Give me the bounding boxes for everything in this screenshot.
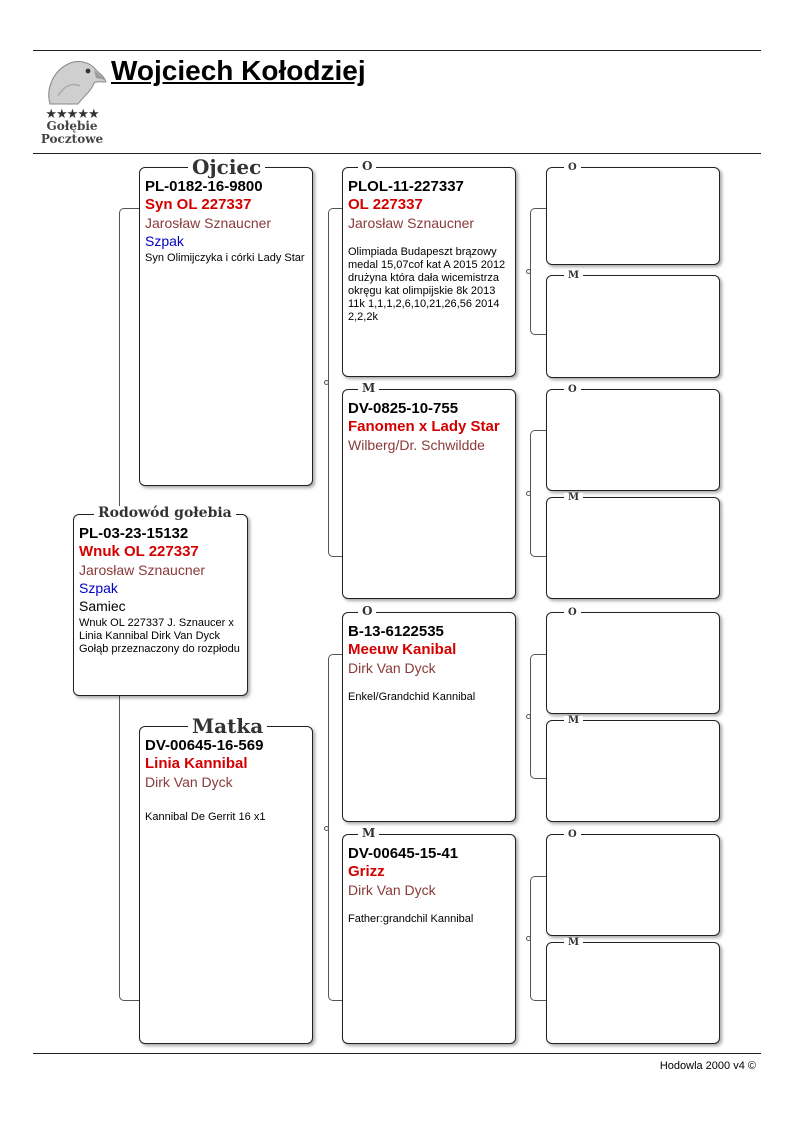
connector-node [526, 936, 531, 941]
mm-name: Grizz [348, 863, 385, 880]
mmf-label: O [564, 830, 581, 840]
logo [36, 56, 108, 148]
mff-card [546, 612, 720, 714]
mf-card [342, 612, 516, 822]
fff-label: O [564, 163, 581, 173]
mff-label: O [564, 608, 581, 618]
fmf-label: O [564, 385, 581, 395]
subject-note: Wnuk OL 227337 J. Sznaucer x Linia Kannibal Dirk Van Dyck Gołąb przeznaczony do rozpłodu [79, 617, 240, 655]
fmf-card [546, 389, 720, 491]
mf-note: Enkel/Grandchid Kannibal [348, 691, 476, 703]
footer-rule [33, 1053, 761, 1054]
subject-label: Rodowód gołebia [94, 506, 236, 520]
subject-name: Wnuk OL 227337 [79, 543, 199, 560]
logo-line-1: Gołębie [46, 119, 98, 133]
subject-color: Szpak [79, 580, 118, 596]
fm-name: Fanomen x Lady Star [348, 418, 500, 435]
fm-card [342, 389, 516, 599]
subject-breeder: Jarosław Sznaucner [79, 562, 206, 578]
father-ring: PL-0182-16-9800 [145, 178, 263, 195]
ff-ring: PLOL-11-227337 [348, 178, 464, 195]
mother-card [139, 726, 313, 1044]
fmm-card [546, 497, 720, 599]
connector-mf-parents [530, 654, 546, 779]
mmm-card [546, 942, 720, 1044]
father-breeder: Jarosław Sznaucner [145, 215, 272, 231]
ff-note: Olimpiada Budapeszt brązowy medal 15,07cof kat A 2015 2012 drużyna która dała wicemistrza okręgu kat olimpijskie 8k 2013 11k 1,1,1,2,6,10,21,26,56 2014 2,2,2k [348, 246, 506, 323]
connector-mother-parents [328, 654, 342, 1001]
connector-node [526, 714, 531, 719]
mf-name: Meeuw Kanibal [348, 641, 457, 658]
ffm-card [546, 275, 720, 378]
mmf-card [546, 834, 720, 936]
ff-name: OL 227337 [348, 196, 423, 213]
ffm-label: M [564, 271, 583, 281]
footer-credit: Hodowla 2000 v4 © [659, 1060, 756, 1072]
father-label: Ojciec [188, 157, 265, 177]
mfm-label: M [564, 716, 583, 726]
subject-sex: Samiec [79, 598, 126, 614]
fff-card [546, 167, 720, 265]
logo-text [36, 120, 108, 146]
subject-ring: PL-03-23-15132 [79, 525, 189, 542]
connector-father-parents [328, 208, 342, 557]
header-bottom-rule [33, 153, 761, 154]
mm-note: Father:grandchil Kannibal [348, 913, 474, 925]
connector-node [324, 380, 329, 385]
connector-fm-parents [530, 430, 546, 557]
pigeon-icon [36, 56, 108, 108]
mm-breeder: Dirk Van Dyck [348, 882, 436, 898]
mm-ring: DV-00645-15-41 [348, 845, 459, 862]
father-color: Szpak [145, 233, 184, 249]
mm-label: M [358, 827, 379, 839]
father-note: Syn Olimijczyka i córki Lady Star [145, 252, 305, 264]
connector-node [526, 491, 531, 496]
connector-mm-parents [530, 876, 546, 1001]
mother-label: Matka [188, 716, 267, 736]
logo-stars: ★★★★★ [45, 106, 99, 121]
ff-card [342, 167, 516, 377]
mother-ring: DV-00645-16-569 [145, 737, 264, 754]
ff-label: O [358, 160, 376, 172]
ff-breeder: Jarosław Sznaucner [348, 215, 475, 231]
fm-breeder: Wilberg/Dr. Schwildde [348, 437, 485, 453]
connector-node [324, 826, 329, 831]
mother-note: Kannibal De Gerrit 16 x1 [145, 811, 266, 823]
mfm-card [546, 720, 720, 822]
connector-ff-parents [530, 208, 546, 335]
mmm-label: M [564, 938, 583, 948]
mother-name: Linia Kannibal [145, 755, 248, 772]
mother-breeder: Dirk Van Dyck [145, 774, 233, 790]
logo-line-2: Pocztowe [40, 132, 104, 146]
subject-card [73, 514, 248, 696]
page-title: Wojciech Kołodziej [111, 55, 366, 86]
father-card [139, 167, 313, 486]
mm-card [342, 834, 516, 1044]
fm-label: M [358, 382, 379, 394]
connector-node [526, 269, 531, 274]
header-top-rule [33, 50, 761, 51]
fmm-label: M [564, 493, 583, 503]
mf-ring: B-13-6122535 [348, 623, 444, 640]
father-name: Syn OL 227337 [145, 196, 252, 213]
fm-ring: DV-0825-10-755 [348, 400, 459, 417]
mf-label: O [358, 605, 376, 617]
mf-breeder: Dirk Van Dyck [348, 660, 436, 676]
